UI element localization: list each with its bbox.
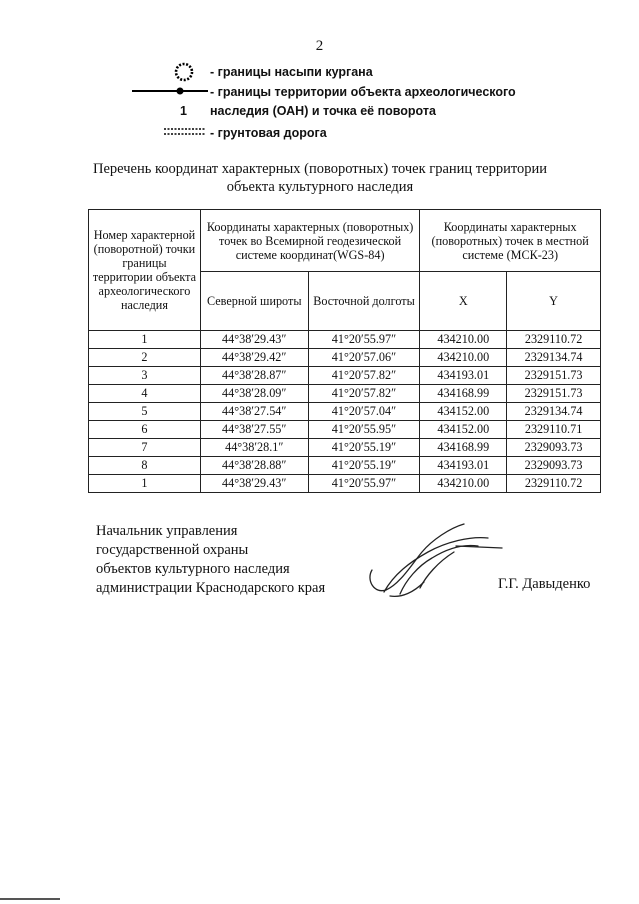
cell-y: 2329134.74: [507, 403, 601, 421]
signer-name: Г.Г. Давыденко: [498, 576, 591, 592]
cell-lat: 44°38′28.88″: [200, 457, 308, 475]
cell-lon: 41°20′57.82″: [308, 385, 420, 403]
cell-lat: 44°38′28.1″: [200, 439, 308, 457]
cell-lat: 44°38′29.43″: [200, 331, 308, 349]
cell-point: 2: [89, 349, 201, 367]
mound-boundary-icon: [160, 60, 208, 87]
cell-point: 3: [89, 367, 201, 385]
page-number: 2: [315, 38, 324, 54]
position-line: государственной охраны: [96, 542, 249, 558]
cell-x: 434152.00: [420, 403, 507, 421]
cell-lon: 41°20′57.82″: [308, 367, 420, 385]
cell-x: 434168.99: [420, 439, 507, 457]
title-line: объекта культурного наследия: [226, 179, 414, 195]
cell-y: 2329093.73: [507, 457, 601, 475]
legend-text: наследия (ОАН) и точка её поворота: [210, 104, 436, 118]
table-row: [89, 475, 601, 493]
cell-x: 434210.00: [420, 349, 507, 367]
cell-lon: 41°20′55.97″: [308, 475, 420, 493]
cell-y: 2329151.73: [507, 367, 601, 385]
header-point-number: Номер характерной (поворотной) точки границы территории объекта археологического наследия: [89, 210, 201, 331]
page-edge-mark: [0, 898, 60, 900]
cell-x: 434210.00: [420, 475, 507, 493]
cell-x: 434168.99: [420, 385, 507, 403]
cell-lat: 44°38′27.54″: [200, 403, 308, 421]
point-label: 1: [180, 104, 187, 118]
cell-point: 8: [89, 457, 201, 475]
table-row: [89, 331, 601, 349]
table-row: [89, 439, 601, 457]
dirt-road-icon: [164, 126, 212, 141]
header-msk23: Координаты характерных (поворотных) точек в местной системе (МСК-23): [420, 210, 601, 272]
cell-point: 1: [89, 475, 201, 493]
cell-x: 434210.00: [420, 331, 507, 349]
position-line: объектов культурного наследия: [96, 561, 290, 577]
cell-lat: 44°38′29.43″: [200, 475, 308, 493]
cell-y: 2329151.73: [507, 385, 601, 403]
cell-lon: 41°20′57.06″: [308, 349, 420, 367]
cell-y: 2329110.71: [507, 421, 601, 439]
header-wgs84: Координаты характерных (поворотных) точек во Всемирной геодезической системе координат(WGS-84): [200, 210, 419, 272]
legend-text: - границы территории объекта археологического: [210, 85, 516, 99]
cell-lat: 44°38′28.87″: [200, 367, 308, 385]
title-line: Перечень координат характерных (поворотных) точек границ территории: [92, 161, 548, 177]
territory-boundary-line-icon: [132, 84, 208, 101]
cell-lon: 41°20′57.04″: [308, 403, 420, 421]
signatory-position: [96, 522, 325, 598]
coordinates-table: [88, 209, 601, 493]
position-line: Начальник управления: [96, 523, 238, 539]
legend-text: - границы насыпи кургана: [210, 65, 373, 79]
table-row: [89, 403, 601, 421]
cell-lon: 41°20′55.97″: [308, 331, 420, 349]
cell-lon: 41°20′55.19″: [308, 439, 420, 457]
cell-y: 2329110.72: [507, 331, 601, 349]
table-row: [89, 349, 601, 367]
cell-y: 2329093.73: [507, 439, 601, 457]
header-y: Y: [507, 272, 601, 331]
table-row: [89, 385, 601, 403]
cell-y: 2329110.72: [507, 475, 601, 493]
cell-lat: 44°38′29.42″: [200, 349, 308, 367]
legend-text: - грунтовая дорога: [210, 126, 327, 140]
cell-x: 434193.01: [420, 457, 507, 475]
cell-x: 434193.01: [420, 367, 507, 385]
cell-lat: 44°38′27.55″: [200, 421, 308, 439]
cell-lon: 41°20′55.95″: [308, 421, 420, 439]
cell-x: 434152.00: [420, 421, 507, 439]
handwritten-signature: [360, 518, 510, 613]
header-latitude: Северной широты: [200, 272, 308, 331]
cell-point: 6: [89, 421, 201, 439]
header-x: X: [420, 272, 507, 331]
document-title: [80, 160, 560, 196]
cell-point: 1: [89, 331, 201, 349]
cell-lon: 41°20′55.19″: [308, 457, 420, 475]
header-longitude: Восточной долготы: [308, 272, 420, 331]
table-row: [89, 421, 601, 439]
cell-point: 4: [89, 385, 201, 403]
cell-y: 2329134.74: [507, 349, 601, 367]
table-row: [89, 457, 601, 475]
cell-point: 7: [89, 439, 201, 457]
cell-lat: 44°38′28.09″: [200, 385, 308, 403]
table-row: [89, 367, 601, 385]
position-line: администрации Краснодарского края: [96, 580, 326, 596]
cell-point: 5: [89, 403, 201, 421]
